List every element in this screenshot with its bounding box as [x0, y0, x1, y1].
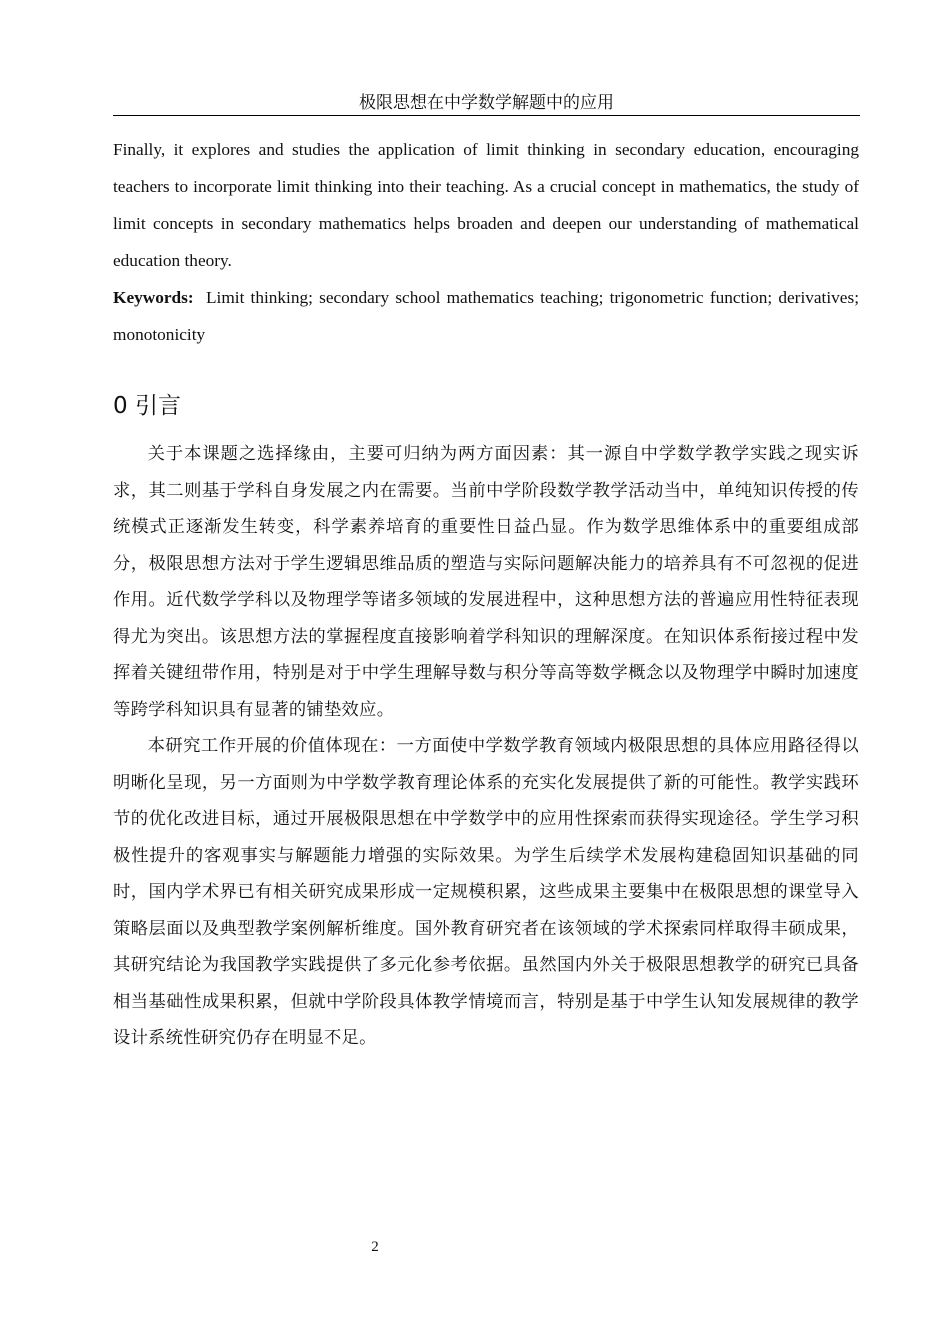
header-rule: [113, 115, 860, 116]
page-header-title: 极限思想在中学数学解题中的应用: [359, 93, 614, 112]
section-heading: 0 引言: [113, 393, 181, 419]
body-paragraph-1: 关于本课题之选择缘由，主要可归纳为两方面因素：其一源自中学数学教学实践之现实诉求，其二则基于学科自身发展之内在需要。当前中学阶段数学教学活动当中，单纯知识传授的传统模式正逐渐发生转变，科学素养培育的重要性日益凸显。作为数学思维体系中的重要组成部分，极限思想方法对于学生逻辑思维品质的塑造与实际问题解决能力的培养具有不可忽视的促进作用。近代数学学科以及物理学等诸多领域的发展进程中，这种思想方法的普遍应用性特征表现得尤为突出。该思想方法的掌握程度直接影响着学科知识的理解深度。在知识体系衔接过程中发挥着关键纽带作用，特别是对于中学生理解导数与积分等高等数学概念以及物理学中瞬时加速度等跨学科知识具有显著的铺垫效应。: [113, 444, 859, 720]
body-paragraph-2: 本研究工作开展的价值体现在：一方面使中学数学教育领域内极限思想的具体应用路径得以明晰化呈现，另一方面则为中学数学教育理论体系的充实化发展提供了新的可能性。教学实践环节的优化改进目标，通过开展极限思想在中学数学中的应用性探索而获得实现途径。学生学习积极性提升的客观事实与解题能力增强的实际效果。为学生后续学术发展构建稳固知识基础的同时，国内学术界已有相关研究成果形成一定规模积累，这些成果主要集中在极限思想的课堂导入策略层面以及典型教学案例解析维度。国外教育研究者在该领域的学术探索同样取得丰硕成果，其研究结论为我国教学实践提供了多元化参考依据。虽然国内外关于极限思想教学的研究已具备相当基础性成果积累，但就中学阶段具体教学情境而言，特别是基于中学生认知发展规律的教学设计系统性研究仍存在明显不足。: [113, 736, 859, 1048]
keywords-label: Keywords:: [113, 288, 194, 307]
keywords-line: [113, 279, 859, 353]
keywords-text: Limit thinking; secondary school mathematics teaching; trigonometric function; derivatives; monotonicity: [113, 288, 859, 344]
page-number: 2: [371, 1239, 379, 1255]
abstract-paragraph: Finally, it explores and studies the application of limit thinking in secondary education, encouraging teachers to incorporate limit thinking into their teaching. As a crucial concept in mathematics, the study of limit concepts in secondary mathematics helps broaden and deepen our understanding of mathematical education theory.: [113, 140, 859, 270]
page-content: [113, 131, 859, 1057]
